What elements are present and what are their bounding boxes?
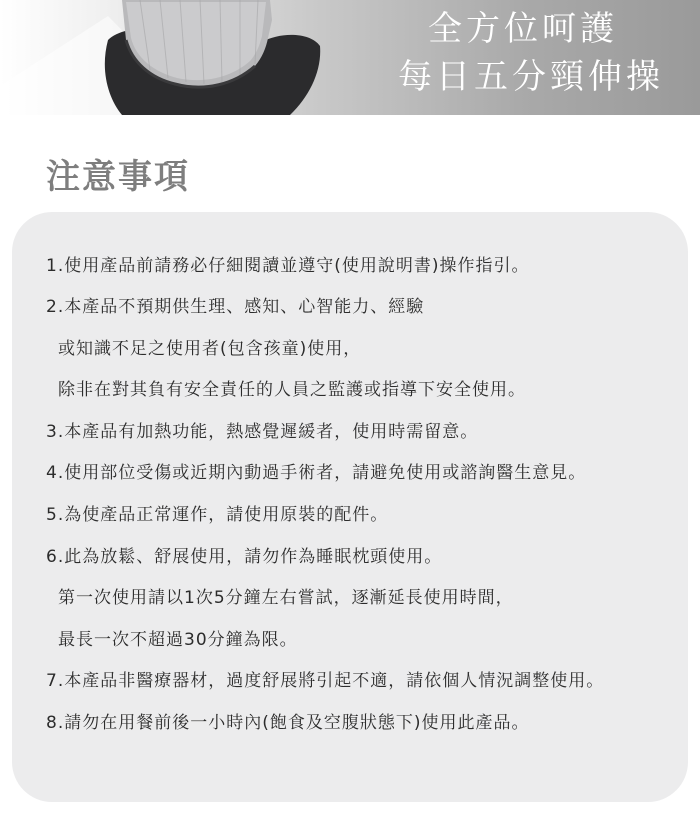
notice-item-6: 6.此為放鬆、舒展使用，請勿作為睡眠枕頭使用。 xyxy=(46,547,443,567)
hero-banner xyxy=(0,0,700,115)
notice-item-2-continued: 或知識不足之使用者(包含孩童)使用， xyxy=(58,339,362,359)
banner-subheadline: 每日五分頸伸操 xyxy=(398,57,664,97)
notice-item-3: 3.本產品有加熱功能，熱感覺遲緩者，使用時需留意。 xyxy=(46,422,479,442)
notice-item-2: 2.本產品不預期供生理、感知、心智能力、經驗 xyxy=(46,297,425,317)
notice-item-2-continued: 除非在對其負有安全責任的人員之監護或指導下安全使用。 xyxy=(58,380,526,400)
notice-item-1: 1.使用產品前請務必仔細閱讀並遵守(使用說明書)操作指引。 xyxy=(46,256,530,276)
notice-item-7: 7.本產品非醫療器材，過度舒展將引起不適，請依個人情況調整使用。 xyxy=(46,671,605,691)
notice-item-5: 5.為使產品正常運作，請使用原裝的配件。 xyxy=(46,505,389,525)
notice-item-6-continued: 第一次使用請以1次5分鐘左右嘗試，逐漸延長使用時間， xyxy=(58,588,514,608)
banner-headline: 全方位呵護 xyxy=(428,9,618,49)
notice-item-6-continued: 最長一次不超過30分鐘為限。 xyxy=(58,630,298,650)
notice-item-8: 8.請勿在用餐前後一小時內(飽食及空腹狀態下)使用此產品。 xyxy=(46,713,530,733)
notice-item-4: 4.使用部位受傷或近期內動過手術者，請避免使用或諮詢醫生意見。 xyxy=(46,463,587,483)
section-title: 注意事項 xyxy=(46,157,190,197)
